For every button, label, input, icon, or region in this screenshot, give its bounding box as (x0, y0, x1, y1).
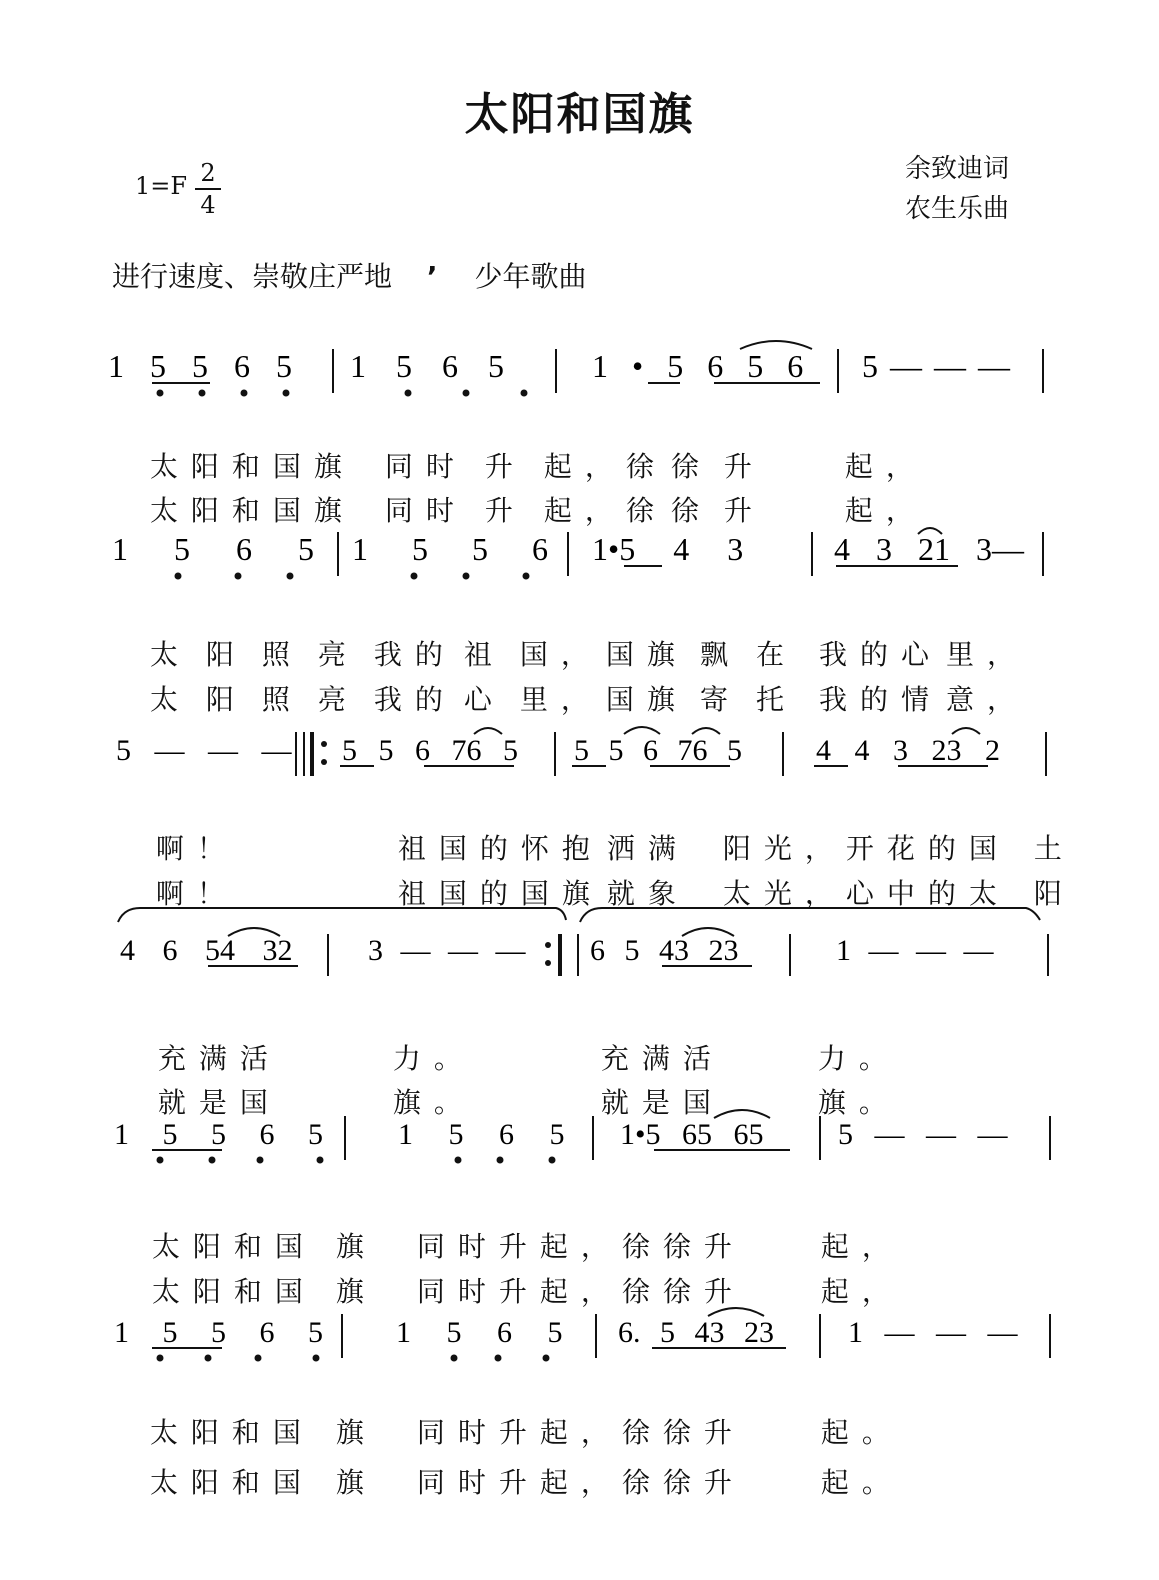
song-title: 太阳和国旗 (464, 89, 695, 140)
lyric: 徐徐升 (621, 1416, 745, 1449)
measure-3-1: 5 — — — (116, 734, 292, 767)
lyric: 同时 (384, 494, 467, 527)
lyric: 起， (844, 494, 927, 527)
lyric: 太阳和国 (151, 1230, 316, 1263)
measure-2-4: 4 3 21 3— (834, 531, 1024, 567)
measure-6-1: 1 5 5 6 5 (114, 1316, 323, 1349)
breath-mark: ’ (426, 260, 438, 293)
lyric: 祖国的国旗 (397, 877, 603, 910)
lyric: 祖 (463, 638, 505, 671)
lyric: 同时 (384, 450, 467, 483)
measure-5-2: 1 5 6 5 (398, 1118, 565, 1151)
lyric: 徐 (670, 494, 712, 527)
lyric: 太光，心中的太 (722, 877, 1010, 910)
system-5-notation (0, 1102, 1159, 1174)
lyric: 充满活 (157, 1042, 281, 1075)
key-signature: 1=F (135, 172, 188, 200)
composer-credit: 农生乐曲 (905, 194, 1010, 224)
lyric: 啊！ (155, 877, 238, 910)
lyric: 阳 (205, 638, 247, 671)
lyric: 在 (755, 638, 797, 671)
lyric: 起。 (820, 1466, 903, 1499)
lyric: 里， (519, 683, 602, 716)
lyric: 同时升起， (416, 1416, 622, 1449)
lyric: 就象 (606, 877, 689, 910)
lyric: 同时升起， (416, 1275, 622, 1308)
lyric: 太 (149, 638, 191, 671)
time-signature (195, 158, 221, 220)
lyric: 阳 (1033, 877, 1075, 910)
lyric: 亮 (317, 638, 359, 671)
system-2-notation (0, 518, 1159, 590)
song-category: 少年歌曲 (474, 260, 587, 293)
lyric: 照 (261, 683, 303, 716)
measure-2-3: 1•5 4 3 (592, 531, 744, 567)
lyric: 心 (463, 683, 505, 716)
tempo-marking (112, 255, 586, 295)
measure-4-4: 1 — — — (836, 934, 994, 967)
lyric: 旗。 (392, 1086, 475, 1119)
lyric: 意， (945, 683, 1028, 716)
lyric: 起。 (820, 1416, 903, 1449)
measure-5-4: 5 — — — (838, 1118, 1008, 1151)
measure-2-1: 1 5 6 5 (112, 531, 314, 567)
lyric: 太 (149, 683, 191, 716)
lyric: 充满活 (600, 1042, 724, 1075)
lyric: 就是国 (600, 1086, 724, 1119)
system-3-notation (0, 718, 1159, 790)
lyric: 我的心 (818, 638, 942, 671)
measure-5-1: 1 5 5 6 5 (114, 1118, 323, 1151)
lyric: 太阳和国 (149, 1416, 314, 1449)
measure-4-1: 4 6 54 32 (120, 934, 293, 967)
lyric: 旗 (335, 1416, 377, 1449)
lyric: 起， (844, 450, 927, 483)
lyric: 徐徐升 (621, 1230, 745, 1263)
lyric: 飘 (699, 638, 741, 671)
lyric: 升 (484, 450, 526, 483)
measure-6-4: 1 — — — (848, 1316, 1018, 1349)
measure-2-2: 1 5 5 6 (352, 531, 548, 567)
lyric: 力。 (817, 1042, 900, 1075)
tempo-text: 进行速度、崇敬庄严地 (112, 260, 393, 293)
lyric: 徐徐升 (621, 1466, 745, 1499)
lyric: 旗 (335, 1466, 377, 1499)
measure-1-1: 1 5 5 6 5 (108, 348, 292, 384)
lyric: 旗。 (817, 1086, 900, 1119)
lyric: 国， (519, 638, 602, 671)
lyric: 土 (1033, 832, 1075, 865)
lyric: 祖国的怀抱 (397, 832, 603, 865)
lyric: 起， (820, 1230, 903, 1263)
lyric: 里， (945, 638, 1028, 671)
time-signature-top: 2 (195, 158, 221, 190)
system-6-lyric-row-2 (106, 1428, 903, 1501)
measure-3-2: 5 5 6 76 5 (342, 734, 518, 767)
lyric: 同时升起， (416, 1230, 622, 1263)
lyric: 国旗 (605, 638, 688, 671)
lyric: 亮 (317, 683, 359, 716)
lyric: 升 (484, 494, 526, 527)
lyric: 徐 (670, 450, 712, 483)
measure-3-4: 4 4 3 23 2 (816, 734, 1000, 767)
lyric: 同时升起， (416, 1466, 622, 1499)
lyric: 啊！ (155, 832, 238, 865)
lyric: 我的 (373, 638, 456, 671)
lyric: 升 (723, 494, 765, 527)
lyric: 洒满 (606, 832, 689, 865)
lyric: 太阳和国 (149, 1466, 314, 1499)
lyric: 照 (261, 638, 303, 671)
system-4-notation (0, 900, 1159, 990)
measure-1-4: 5 — — — (862, 348, 1010, 384)
measure-5-3: 1•5 65 65 (620, 1118, 764, 1151)
lyric: 徐徐升 (621, 1275, 745, 1308)
lyric: 起， (820, 1275, 903, 1308)
lyric: 力。 (392, 1042, 475, 1075)
measure-6-3: 6. 5 43 23 (618, 1316, 774, 1349)
measure-4-3: 6 5 43 23 (590, 934, 739, 967)
lyric: 太阳和国旗 (149, 450, 355, 483)
lyric: 起，徐 (543, 494, 667, 527)
time-signature-bottom: 4 (200, 191, 216, 219)
measure-1-3: 1 • 5 6 5 6 (592, 348, 804, 384)
lyric: 起，徐 (543, 450, 667, 483)
lyric: 旗 (335, 1230, 377, 1263)
lyric: 升 (723, 450, 765, 483)
lyric: 阳 (205, 683, 247, 716)
lyric: 太阳和国 (151, 1275, 316, 1308)
lyric: 阳光，开花的国 (722, 832, 1010, 865)
lyric: 寄 (699, 683, 741, 716)
lyricist-credit: 余致迪词 (905, 154, 1010, 184)
measure-6-2: 1 5 6 5 (396, 1316, 563, 1349)
lyric: 国旗 (605, 683, 688, 716)
measure-3-3: 5 5 6 76 5 (574, 734, 742, 767)
lyric: 太阳和国旗 (149, 494, 355, 527)
lyric: 我的 (373, 683, 456, 716)
measure-1-2: 1 5 6 5 (350, 348, 504, 384)
lyric: 我的情 (818, 683, 942, 716)
measure-4-2: 3 — — — (368, 934, 526, 967)
system-6-notation (0, 1300, 1159, 1372)
lyric: 旗 (335, 1275, 377, 1308)
lyric: 托 (755, 683, 797, 716)
system-1-notation (0, 335, 1159, 407)
lyric: 就是国 (157, 1086, 281, 1119)
system-2-lyric-row-2 (106, 645, 1028, 718)
